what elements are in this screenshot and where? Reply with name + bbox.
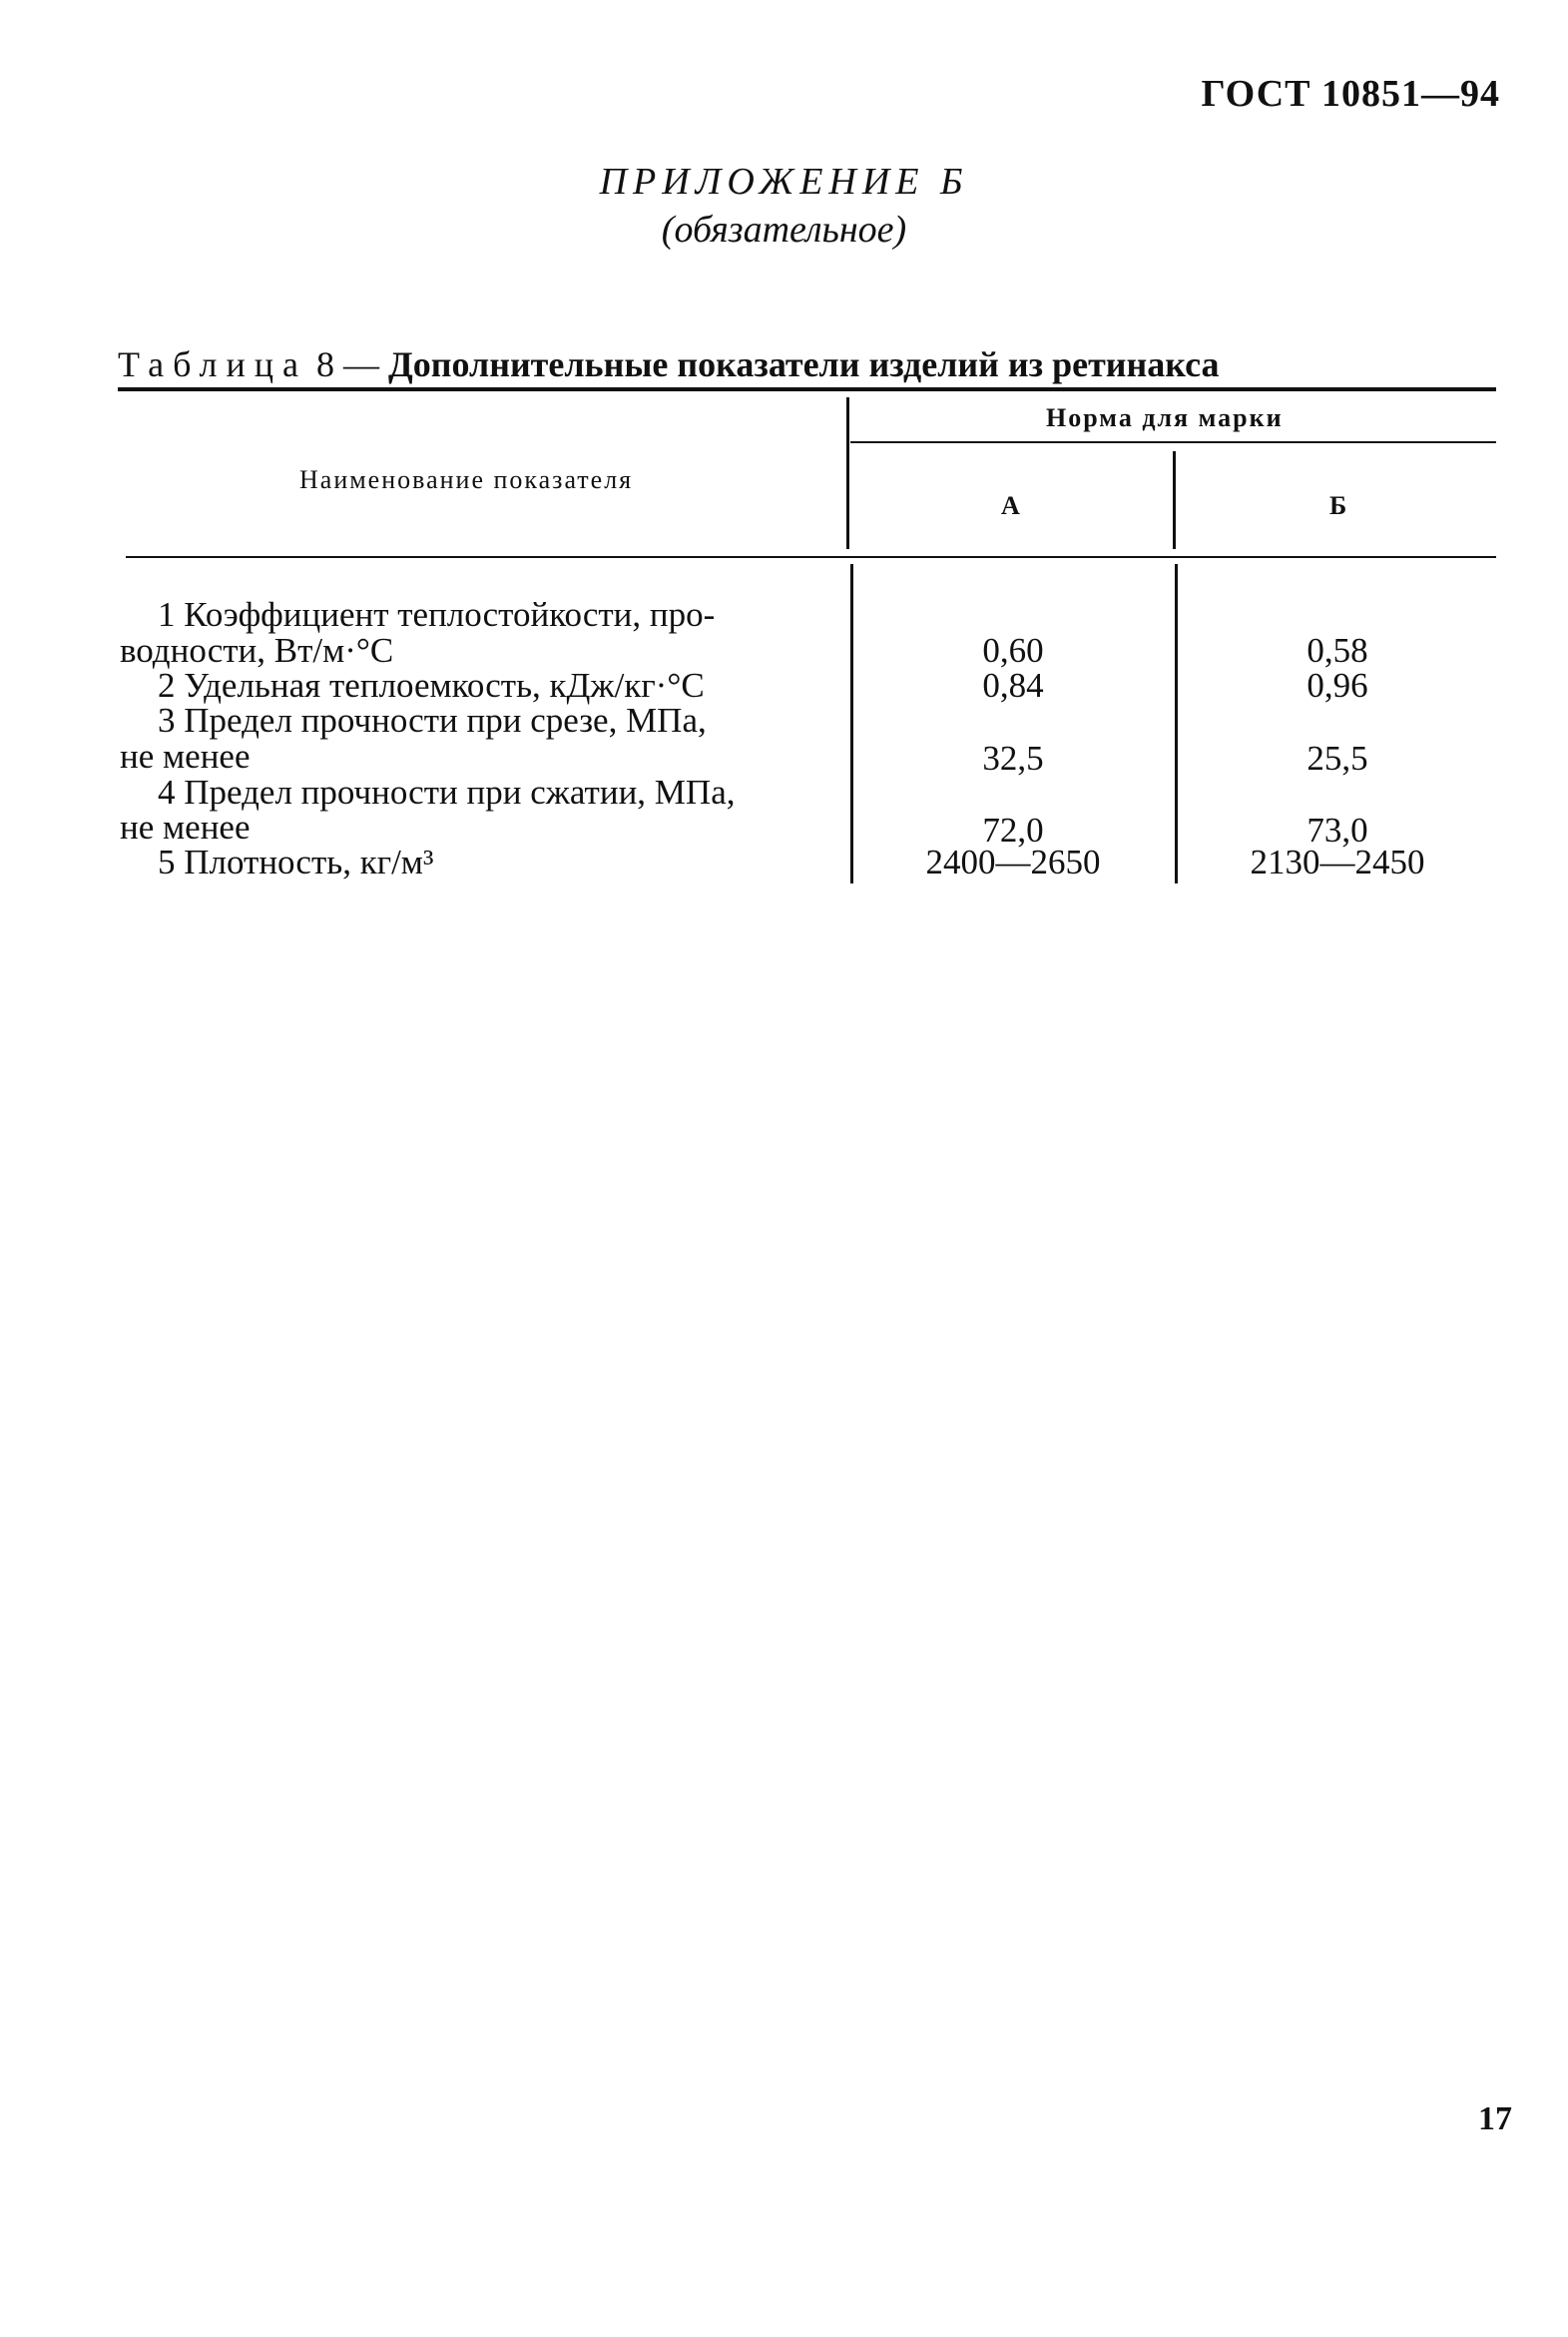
table-row-1-value-a: 0,60 [982, 631, 1044, 670]
table-caption [118, 343, 1220, 385]
page-number: 17 [1478, 2100, 1512, 2137]
table-row-5-value-a: 2400—2650 [925, 843, 1101, 881]
header-divider-left [846, 397, 849, 549]
table-row-2-value-b: 0,96 [1307, 666, 1368, 705]
table-row-4-value-a: 72,0 [982, 811, 1044, 850]
table-top-rule [118, 387, 1496, 391]
column-header-norm: Норма для марки [1046, 403, 1284, 432]
norm-header-rule [850, 441, 1496, 443]
appendix-heading [0, 158, 1568, 254]
table-row-5-value-b: 2130—2450 [1250, 843, 1425, 881]
column-header-grade-a: А [1001, 491, 1022, 520]
column-header-grade-b: Б [1329, 491, 1349, 520]
table-row-5-name-line-1: 5 Плотность, кг/м³ [158, 843, 434, 881]
table-caption-number: 8 [315, 344, 334, 384]
column-header-name: Наименование показателя [299, 465, 634, 494]
table-caption-word: Таблица [118, 344, 307, 384]
table-row-4-name-line-2: не менее [120, 808, 251, 847]
table-row-4-value-b: 73,0 [1307, 811, 1368, 850]
table-caption-dash: — [342, 344, 379, 384]
table-row-1-name-line-1: 1 Коэффициент теплостойкости, про- [158, 595, 716, 634]
appendix-title: ПРИЛОЖЕНИЕ Б [599, 161, 969, 203]
table-row-1-value-b: 0,58 [1307, 631, 1368, 670]
header-divider-middle [1173, 451, 1176, 549]
table-row-3-name-line-2: не менее [120, 737, 251, 776]
table-row-2-name-line-1: 2 Удельная теплоемкость, кДж/кг·°С [158, 666, 705, 705]
table-caption-title: Дополнительные показатели изделий из ретинакса [387, 344, 1220, 384]
table-header-rule [126, 556, 1496, 558]
appendix-subtitle: (обязательное) [661, 209, 907, 251]
table-row-2-value-a: 0,84 [982, 666, 1044, 705]
table-row-3-name-line-1: 3 Предел прочности при срезе, МПа, [158, 701, 707, 740]
table-row-3-value-a: 32,5 [982, 739, 1044, 778]
document-code: ГОСТ 10851—94 [1201, 73, 1500, 115]
table-row-3-value-b: 25,5 [1307, 739, 1368, 778]
table-row-1-name-line-2: водности, Вт/м·°С [120, 631, 394, 670]
table-row-4-name-line-1: 4 Предел прочности при сжатии, МПа, [158, 773, 736, 812]
